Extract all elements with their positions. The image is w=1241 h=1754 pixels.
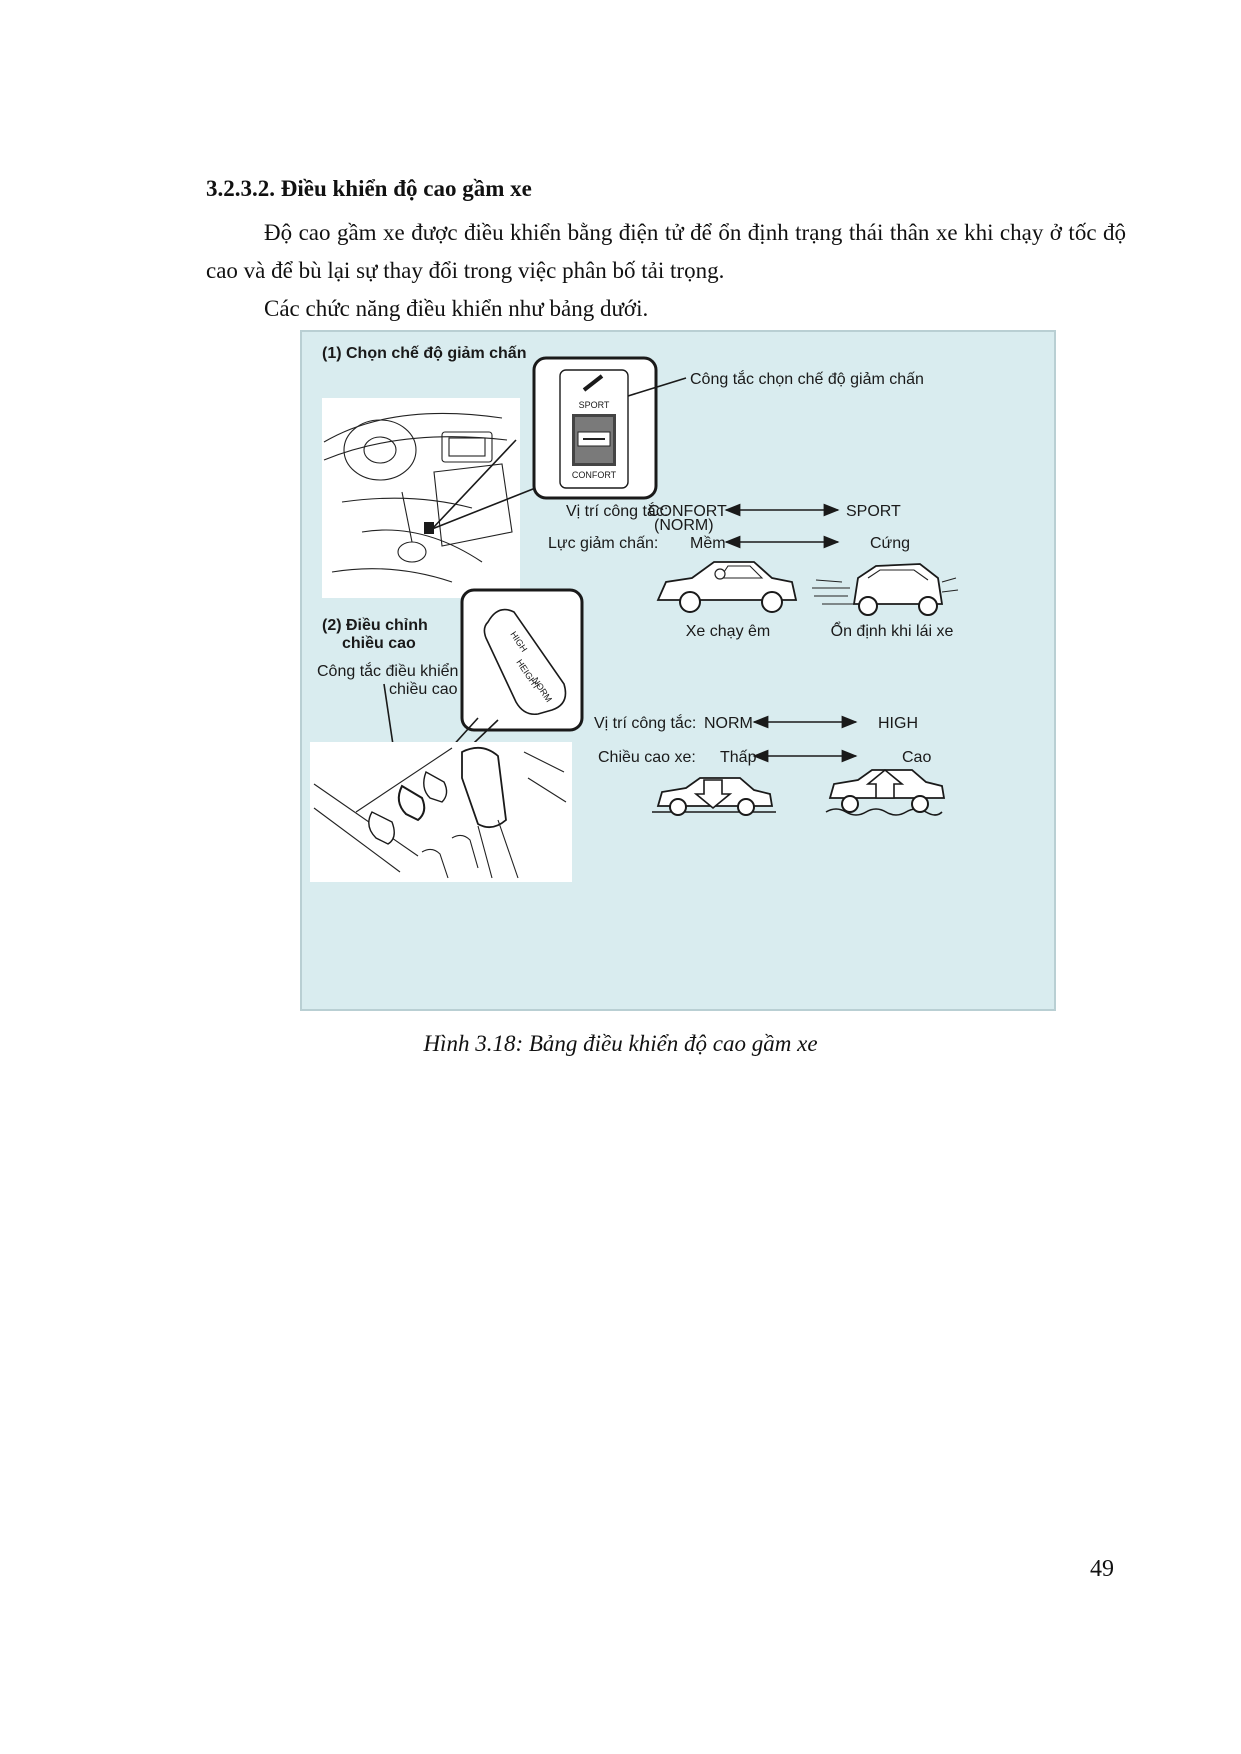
- part2-position-left: NORM: [704, 715, 753, 732]
- vehicle-height-label: Chiều cao xe:: [598, 749, 696, 766]
- damper-switch-callout: Công tắc chọn chế độ giảm chấn: [690, 371, 924, 388]
- part1-title: (1) Chọn chế độ giảm chấn: [322, 345, 527, 362]
- sport-car-illustration: [812, 564, 958, 615]
- height-control-switch: [462, 590, 582, 730]
- console-illustration: [310, 742, 572, 882]
- sport-car-caption: Ổn định khi lái xe: [830, 623, 954, 640]
- table-intro-paragraph: Các chức năng điều khiển như bảng dưới.: [264, 296, 649, 321]
- height-switch-label-line1: Công tắc điều khiển: [317, 663, 459, 680]
- switch-bottom-label: CONFORT: [571, 470, 617, 480]
- page-number: 49: [1090, 1556, 1114, 1582]
- part2-title-line2: chiều cao: [342, 635, 416, 652]
- low-height-car-illustration: [652, 778, 776, 815]
- figure-caption: Hình 3.18: Bảng điều khiển độ cao gầm xe: [423, 1031, 818, 1056]
- damping-force-right: Cứng: [870, 535, 911, 552]
- vehicle-height-left: Thấp: [720, 749, 757, 766]
- part2-position-label: Vị trí công tắc:: [594, 715, 697, 732]
- suspension-control-figure: [300, 330, 1056, 1011]
- part2-title-line1: (2) Điều chỉnh: [322, 617, 428, 634]
- intro-paragraph: Độ cao gầm xe được điều khiển bằng điện tử để ổn định trạng thái thân xe khi chạy ở tốc độ cao và để bù lại sự thay đổi trong việc phân bố tải trọng.: [206, 220, 1126, 283]
- comfort-car-illustration: [658, 562, 796, 612]
- comfort-car-caption: Xe chạy êm: [685, 623, 771, 640]
- part1-position-left: CONFORT: [648, 503, 727, 520]
- dashboard-illustration: [322, 398, 520, 598]
- switch-norm-label: NORM: [530, 675, 555, 704]
- switch-top-label: SPORT: [578, 400, 610, 410]
- part1-position-left-sub: (NORM): [654, 517, 714, 534]
- part1-position-label: Vị trí công tắc:: [566, 503, 669, 520]
- switch-high-label: HIGH: [508, 629, 530, 654]
- vehicle-height-right: Cao: [902, 749, 932, 766]
- high-height-car-illustration: [826, 770, 944, 815]
- switch-height-label: HEIGHT: [514, 657, 542, 692]
- height-switch-label-line2: chiều cao: [389, 681, 458, 698]
- damper-mode-switch: [534, 358, 656, 498]
- part1-position-right: SPORT: [846, 503, 901, 520]
- damping-force-label: Lực giảm chấn:: [548, 535, 659, 552]
- section-heading: 3.2.3.2. Điều khiển độ cao gầm xe: [206, 176, 532, 201]
- part2-position-right: HIGH: [878, 715, 918, 732]
- damping-force-left: Mềm: [690, 535, 726, 552]
